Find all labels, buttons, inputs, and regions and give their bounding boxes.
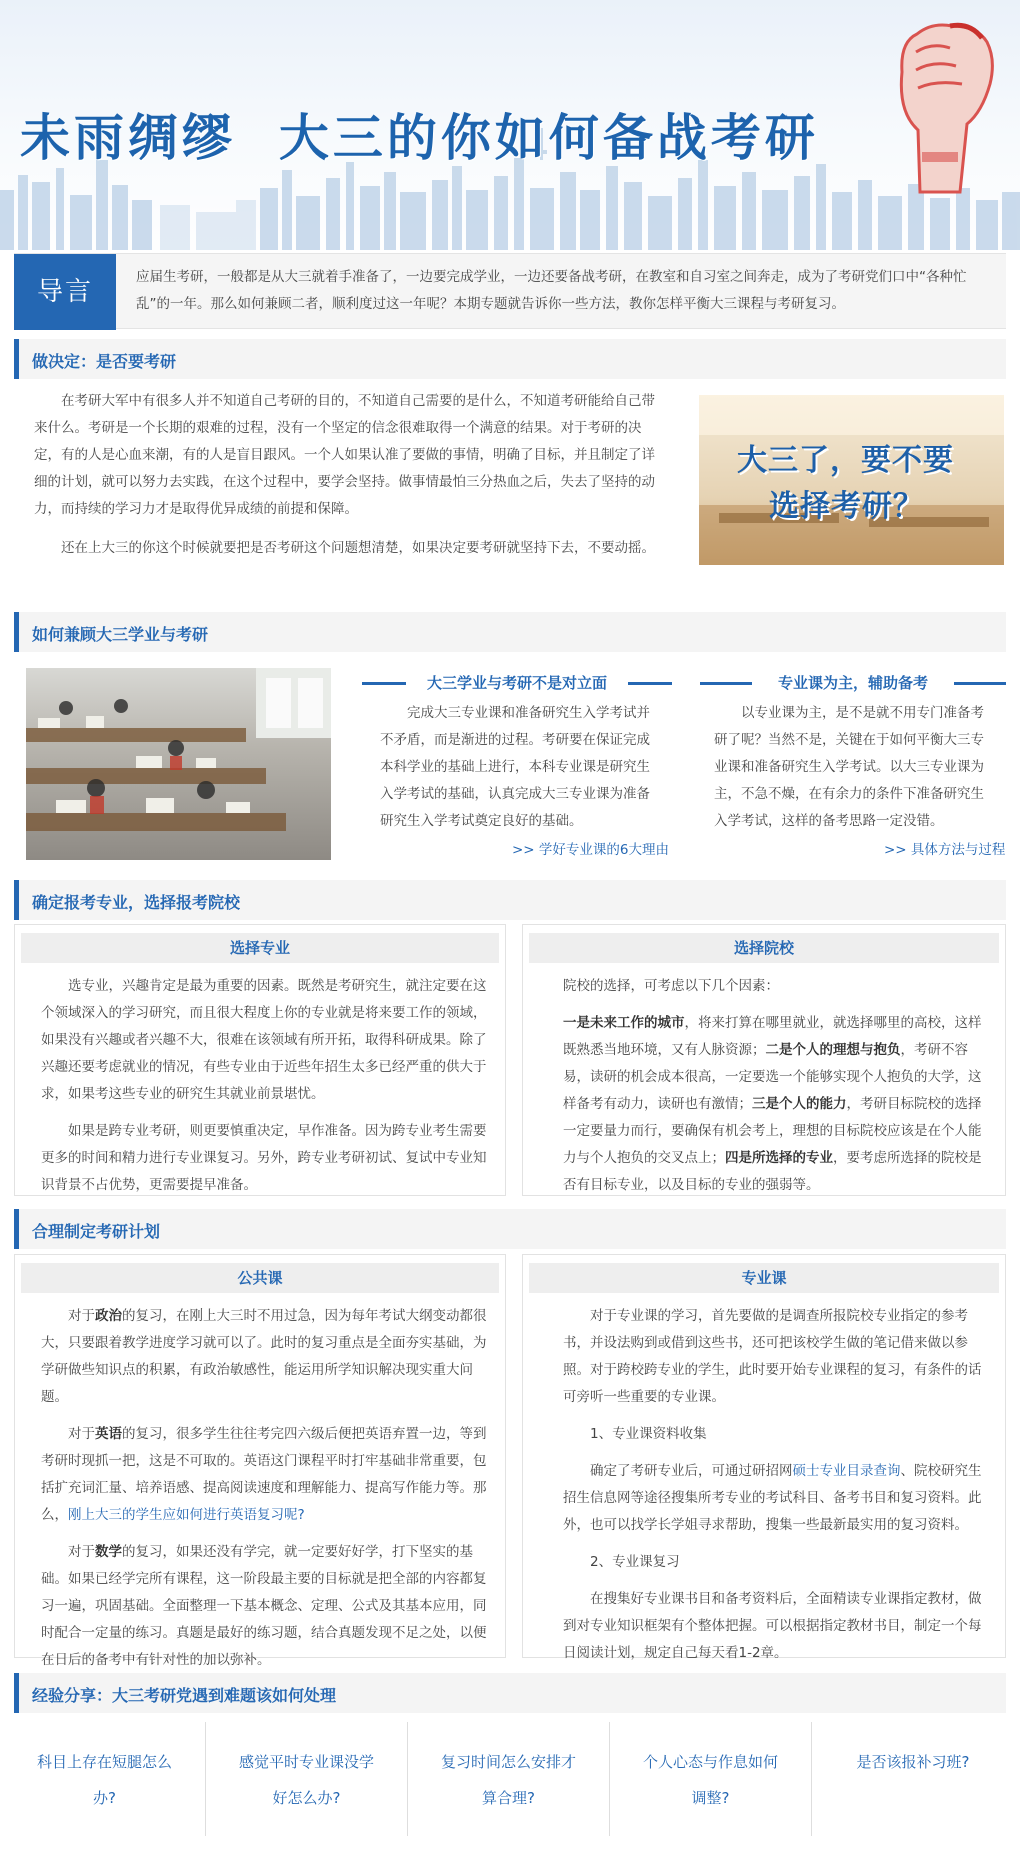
balance-col2-title: 专业课为主，辅助备考 bbox=[777, 674, 928, 692]
classroom-desks-illustration bbox=[699, 395, 1004, 565]
share-tile-weak-subject[interactable]: 科目上存在短腿怎么办? bbox=[4, 1722, 206, 1836]
section-title: 如何兼顾大三学业与考研 bbox=[32, 625, 209, 644]
card-public-courses bbox=[14, 1254, 506, 1668]
intro-text: 应届生考研，一般都是从大三就着手准备了，一边要完成学业，一边还要备战考研，在教室和自习室之间奔走，成为了考研党们口中“各种忙乱”的一年。那么如何兼顾二者，顺利度过这一年呢？本期专题就告诉你一些方法，教你怎样平衡大三课程与考研复习。 bbox=[136, 269, 967, 312]
title-rule-right bbox=[628, 682, 672, 685]
balance-column-1 bbox=[362, 672, 672, 847]
share-tile-mindset[interactable]: 个人心态与作息如何调整? bbox=[610, 1722, 812, 1836]
decide-content bbox=[34, 388, 658, 574]
major-course-paragraph-3: 在搜集好专业课书目和备考资料后，全面精读专业课指定教材，做到对专业知识框架有个整体把握。可以根据指定教材书目，制定一个每日阅读计划，规定自己每天看1-2章。 bbox=[563, 1591, 982, 1661]
intro-block bbox=[14, 253, 1006, 329]
factor-4-text: ，要考虑所选择的院校是否有目标专业，以及目标的专业的强弱等。 bbox=[563, 1150, 982, 1193]
share-tile-tutoring[interactable]: 是否该报补习班? bbox=[856, 1753, 970, 1771]
english-paragraph: 对于英语的复习，很多学生往往考完四六级后便把英语弃置一边，等到考研时现抓一把，这是不可取的。英语这门课程平时打牢基础非常重要，包括扩充词汇量、培养语感、提高阅读速度和理解能力、提高写作能力等。那么，刚上大三的学生应如何进行英语复习呢? bbox=[41, 1426, 487, 1523]
factor-2-text: ，考研不容易，读研的机会成本很高，一定要选一个能够实现个人抱负的大学，这样备考有动力，读研也有激情； bbox=[563, 1042, 982, 1112]
card-choose-major bbox=[14, 924, 506, 1196]
banner-title: 未雨绸缪 大三的你如何备战考研 bbox=[20, 109, 819, 167]
image-caption-line-2: 选择考研？ bbox=[769, 489, 924, 524]
link-specific-methods[interactable]: >> 具体方法与过程 bbox=[884, 842, 1006, 858]
link-major-catalog[interactable]: 硕士专业目录查询 bbox=[792, 1463, 901, 1479]
card-choose-school bbox=[522, 924, 1006, 1196]
image-caption-line-1: 大三了，要不要 bbox=[737, 443, 954, 478]
balance-col1-title-wrap bbox=[362, 672, 672, 694]
factor-2-label: 二是个人的理想与抱负 bbox=[765, 1042, 901, 1058]
decide-paragraph-1: 在考研大军中有很多人并不知道自己考研的目的，不知道自己需要的是什么，不知道考研能给自己带来什么。考研是一个长期的艰难的过程，没有一个坚定的信念很难取得一个满意的结果。对于考研的决定，有的人是心血来潮，有的人是盲目跟风。一个人如果认准了要做的事情，明确了目标，并且制定了详细的计划，就可以努力去实践，在这个过程中，要学会坚持。做事情最怕三分热血之后，失去了坚持的动力，而持续的学习力才是取得优异成绩的前提和保障。 bbox=[34, 393, 655, 517]
share-tile-time-schedule[interactable]: 复习时间怎么安排才算合理? bbox=[408, 1722, 610, 1836]
balance-col1-title: 大三学业与考研不是对立面 bbox=[426, 674, 607, 692]
section-title: 确定报考专业，选择报考院校 bbox=[32, 893, 241, 912]
choose-school-paragraph-1: 院校的选择，可考虑以下几个因素： bbox=[563, 978, 779, 994]
major-course-paragraph-2: 确定了考研专业后，可通过研招网硕士专业目录查询、院校研究生招生信息网等途径搜集所考专业的考试科目、备考书目和复习资料。此外，也可以找学长学姐寻求帮助，搜集一些最新最实用的复习资料。 bbox=[563, 1463, 982, 1533]
decide-image bbox=[699, 395, 1004, 565]
link-six-reasons[interactable]: >> 学好专业课的6大理由 bbox=[512, 842, 670, 858]
factor-3-label: 三是个人的能力 bbox=[752, 1096, 847, 1112]
link-english-review[interactable]: 刚上大三的学生应如何进行英语复习呢? bbox=[68, 1507, 305, 1523]
balance-column-2 bbox=[700, 672, 1006, 847]
section-title: 做决定：是否要考研 bbox=[32, 352, 177, 371]
choose-major-paragraph-2: 如果是跨专业考研，则更要慎重决定，早作准备。因为跨专业考生需要更多的时间和精力进行专业课复习。另外，跨专业考研初试、复试中专业知识背景不占优势，更需要提早准备。 bbox=[41, 1123, 487, 1193]
title-rule-left bbox=[700, 682, 752, 685]
study-room-photo bbox=[26, 668, 331, 860]
card-major-courses bbox=[522, 1254, 1006, 1661]
share-tile-major-course[interactable]: 感觉平时专业课没学好怎么办? bbox=[206, 1722, 408, 1836]
study-hall-illustration bbox=[26, 668, 331, 860]
card-title: 选择专业 bbox=[21, 933, 499, 963]
choose-major-paragraph-1: 选专业，兴趣肯定是最为重要的因素。既然是考研究生，就注定要在这个领域深入的学习研究，而且很大程度上你的专业就是将来要工作的领域，如果没有兴趣或者兴趣不大，很难在该领域有所开拓，取得科研成果。除了兴趣还要考虑就业的情况，有些专业由于近些年招生太多已经严重的供大于求，如果考这些专业的研究生其就业前景堪忧。 bbox=[41, 978, 487, 1102]
section-header-decide bbox=[14, 339, 1006, 379]
factor-1-text: ，将来打算在哪里就业，就选择哪里的高校，这样既熟悉当地环境，又有人脉资源； bbox=[563, 1015, 982, 1058]
card-title: 公共课 bbox=[21, 1263, 499, 1293]
balance-col2-title-wrap bbox=[700, 672, 1006, 694]
math-paragraph: 对于数学的复习，如果还没有学完，就一定要好好学，打下坚实的基础。如果已经学完所有课程，这一阶段最主要的目标就是把全部的内容都复习一遍，巩固基础。全面整理一下基本概念、定理、公式及其基本应用，同时配合一定量的练习。真题是最好的练习题，结合真题发现不足之处，以便在日后的备考中有针对性的加以弥补。 bbox=[41, 1544, 487, 1668]
balance-col1-text: 完成大三专业课和准备研究生入学考试并不矛盾，而是渐进的过程。考研要在保证完成本科学业的基础上进行，本科专业课是研究生入学考试的基础，认真完成大三专业课为准备研究生入学考试奠定良好的基础。 bbox=[380, 705, 650, 829]
balance-col2-text: 以专业课为主，是不是就不用专门准备考研了呢？当然不是，关键在于如何平衡大三专业课和准备研究生入学考试。以大三专业课为主，不急不燥，在有余力的条件下准备研究生入学考试，这样的备考思路一定没错。 bbox=[714, 705, 984, 829]
card-title: 专业课 bbox=[529, 1263, 999, 1293]
major-course-subheading-2: 2、专业课复习 bbox=[590, 1554, 680, 1570]
factor-1-label: 一是未来工作的城市 bbox=[563, 1015, 685, 1031]
title-rule-left bbox=[362, 682, 406, 685]
major-course-paragraph-1: 对于专业课的学习，首先要做的是调查所报院校专业指定的参考书，并设法购到或借到这些书，还可把该校学生做的笔记借来做以参照。对于跨校跨专业的学生，此时要开始专业课程的复习，有条件的话可旁听一些重要的专业课。 bbox=[563, 1308, 982, 1405]
header-banner bbox=[0, 0, 1020, 250]
raised-fist-illustration bbox=[872, 12, 1002, 197]
politics-paragraph: 对于政治的复习，在刚上大三时不用过急，因为每年考试大纲变动都很大，只要跟着教学进度学习就可以了。此时的复习重点是全面夯实基础，为学研做些知识点的积累，有政治敏感性，能运用所学知识解决现实重大问题。 bbox=[41, 1308, 487, 1405]
section-title: 合理制定考研计划 bbox=[32, 1222, 161, 1241]
section-header-choose bbox=[14, 880, 1006, 920]
decide-paragraph-2: 还在上大三的你这个时候就要把是否考研这个问题想清楚，如果决定要考研就坚持下去，不要动摇。 bbox=[61, 540, 655, 556]
section-title: 经验分享：大三考研党遇到难题该如何处理 bbox=[32, 1686, 337, 1705]
choose-school-factors bbox=[563, 1010, 987, 1199]
section-header-balance bbox=[14, 612, 1006, 652]
section-header-share bbox=[14, 1673, 1006, 1713]
intro-label: 导言 bbox=[14, 254, 116, 330]
factor-3-text: ，考研目标院校的选择一定要量力而行，要确保有机会考上，理想的目标院校应该是在个人能力与个人抱负的交叉点上； bbox=[563, 1096, 982, 1166]
major-course-subheading-1: 1、专业课资料收集 bbox=[590, 1426, 707, 1442]
title-rule-right bbox=[954, 682, 1006, 685]
factor-4-label: 四是所选择的专业 bbox=[725, 1150, 833, 1166]
card-title: 选择院校 bbox=[529, 933, 999, 963]
section-header-plan bbox=[14, 1209, 1006, 1249]
